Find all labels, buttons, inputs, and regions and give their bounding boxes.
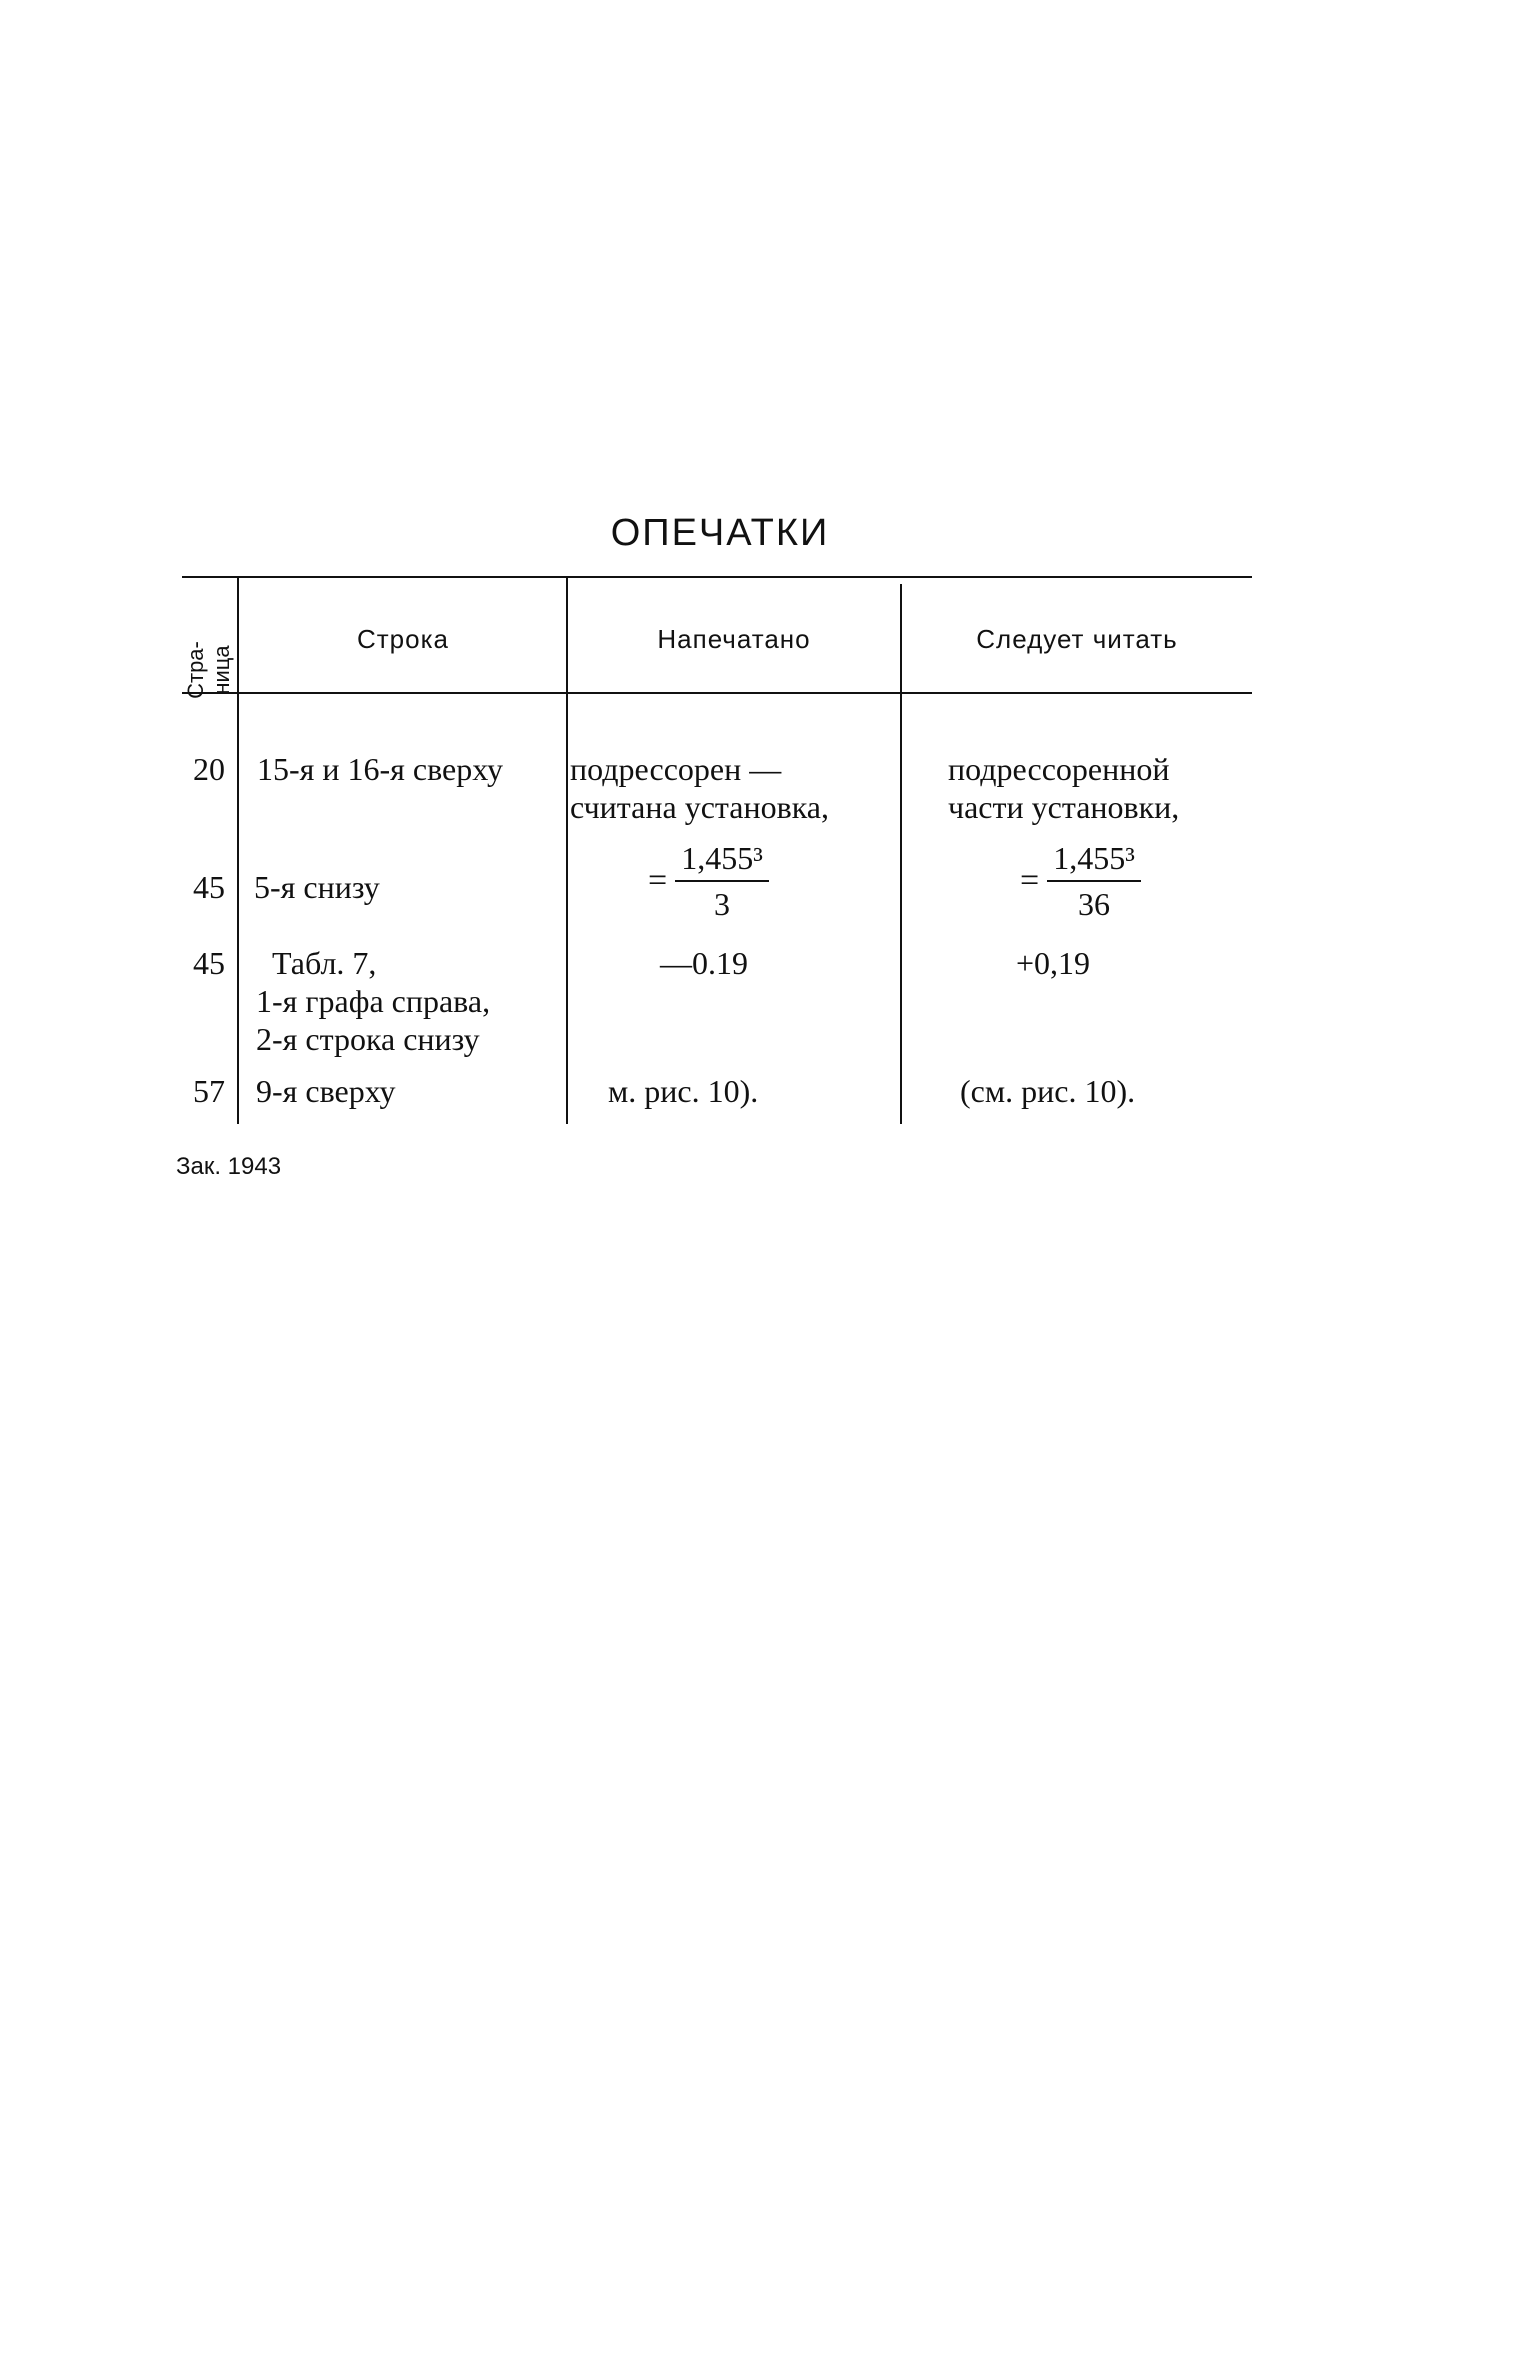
header-line: Строка [356,624,449,654]
header-page: Стра- ница [183,641,234,699]
column-divider [900,584,902,1124]
header-should-read: Следует читать [976,624,1178,654]
row-page: 45 [193,869,225,905]
column-divider [566,578,568,1124]
table-top-rule [182,576,1252,578]
page-title: ОПЕЧАТКИ [610,512,830,554]
row-line: Табл. 7, 1-я графа справа, 2-я строка снизу [256,945,491,1057]
row-printed: подрессорен — считана установка, [570,751,829,825]
row-line: 9-я сверху [256,1073,396,1109]
footer-order-number: Зак. 1943 [176,1153,282,1180]
row-page: 45 [193,945,225,981]
row-line: 5-я снизу [254,869,380,905]
row-should-read: +0,19 [1016,945,1091,981]
row-printed: —0.19 [660,945,748,981]
printed-formula: = $\frac{\text{1,455³}}{3}$ [648,840,769,922]
row-should-read: подрессоренной части установки, [948,751,1180,825]
header-printed: Напечатано [657,624,811,654]
row-page: 20 [193,751,225,787]
row-line: 15-я и 16-я сверху [257,751,503,787]
should-read-formula: = $\frac{\text{1,455³}}{36}$ [1020,840,1141,922]
table-header-rule [182,692,1252,694]
row-printed: м. рис. 10). [608,1073,759,1109]
row-page: 57 [193,1073,225,1109]
row-should-read: (см. рис. 10). [960,1073,1136,1109]
